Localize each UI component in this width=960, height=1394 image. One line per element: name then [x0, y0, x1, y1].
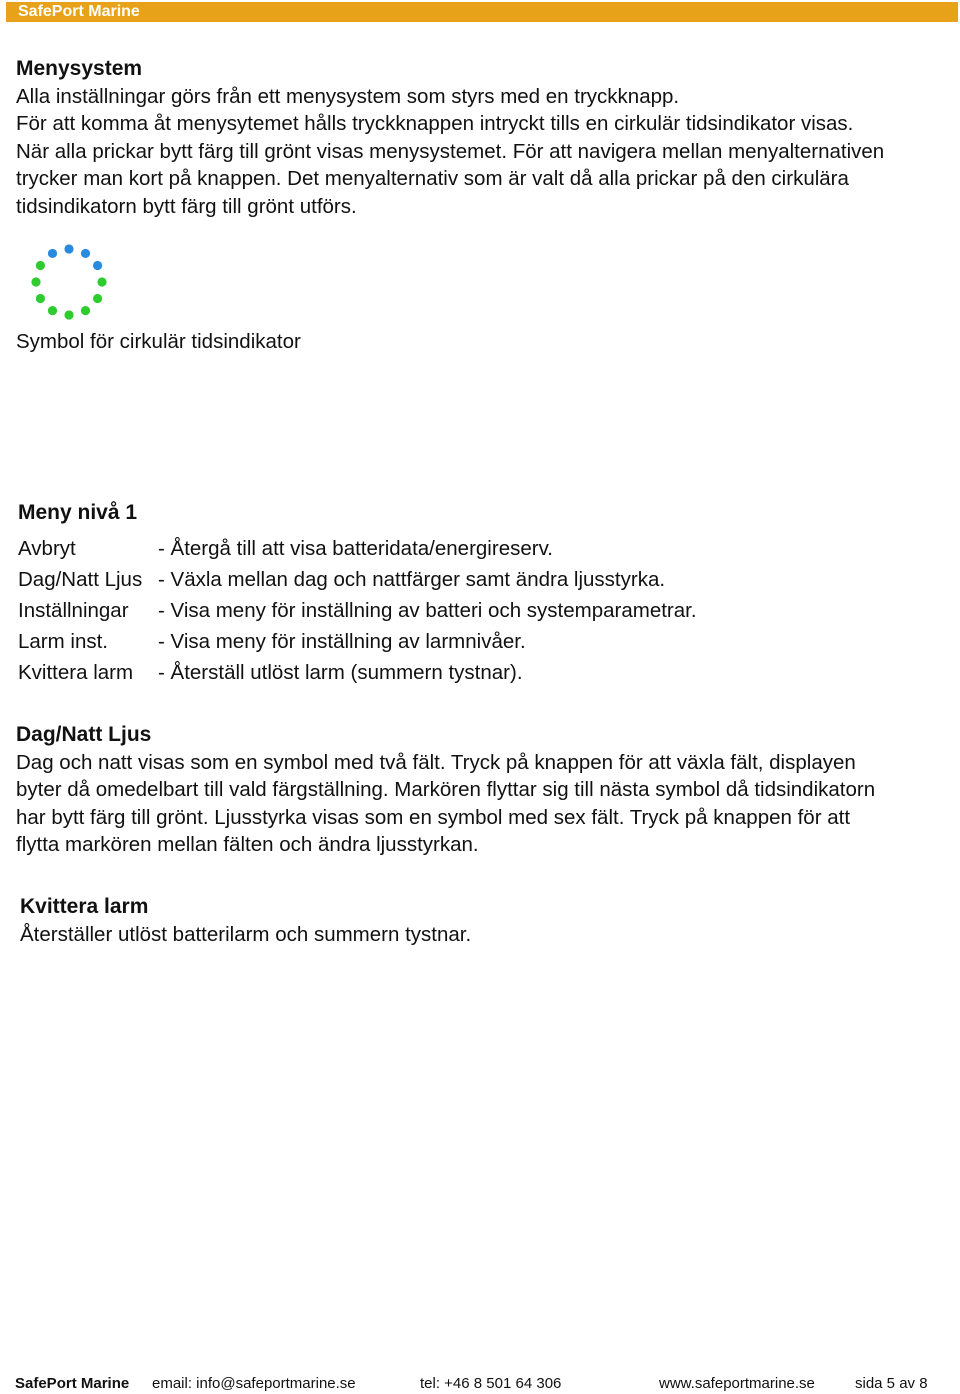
section-heading: Meny nivå 1 — [18, 501, 138, 524]
paragraph-line: För att komma åt menysytemet hålls tryckknappen intryckt tills en cirkulär tidsindikator visas. — [16, 112, 854, 136]
menu-item-row — [18, 626, 918, 657]
page-footer — [0, 1375, 960, 1393]
menu-item-name: Kvittera larm — [18, 660, 134, 684]
menu-item-row — [18, 595, 918, 626]
indicator-dot — [48, 249, 57, 258]
section-kvittera-larm — [20, 893, 940, 948]
footer-page-number: sida 5 av 8 — [855, 1375, 928, 1392]
paragraph-line: När alla prickar bytt färg till grönt visas menysystemet. För att navigera mellan menyalternativen — [16, 139, 885, 163]
indicator-dot — [31, 277, 40, 286]
section-menysystem — [16, 55, 936, 220]
footer-email: email: info@safeportmarine.se — [152, 1375, 356, 1392]
indicator-dot — [81, 306, 90, 315]
menu-item-description: - Återställ utlöst larm (summern tystnar). — [158, 660, 523, 684]
menu-item-description: - Visa meny för inställning av batteri och systemparametrar. — [158, 598, 697, 622]
menu-item-description: - Växla mellan dag och nattfärger samt ändra ljusstyrka. — [158, 567, 666, 591]
indicator-dot — [64, 310, 73, 319]
section-menu-level-1 — [18, 499, 918, 688]
menu-item-name: Inställningar — [18, 598, 129, 622]
indicator-caption: Symbol för cirkulär tidsindikator — [16, 330, 301, 353]
menu-item-row — [18, 657, 918, 688]
section-heading: Kvittera larm — [20, 895, 149, 918]
footer-phone: tel: +46 8 501 64 306 — [420, 1375, 562, 1392]
indicator-dot — [36, 261, 45, 270]
indicator-dot — [48, 306, 57, 315]
menu-item-row — [18, 533, 918, 564]
header-brand-title: SafePort Marine — [18, 3, 140, 20]
section-heading: Dag/Natt Ljus — [16, 723, 152, 746]
indicator-dot — [97, 277, 106, 286]
paragraph-line: har bytt färg till grönt. Ljusstyrka visas som en symbol med sex fält. Tryck på knappen för att — [16, 805, 851, 829]
paragraph-line: Alla inställningar görs från ett menysystem som styrs med en tryckknapp. — [16, 85, 680, 108]
footer-website: www.safeportmarine.se — [659, 1375, 815, 1392]
paragraph-line: trycker man kort på knappen. Det menyalternativ som är valt då alla prickar på den cirkulära — [16, 167, 849, 191]
menu-item-description: - Återgå till att visa batteridata/energireserv. — [158, 536, 553, 560]
indicator-dot — [93, 294, 102, 303]
paragraph-line: tidsindikatorn bytt färg till grönt utförs. — [16, 194, 357, 218]
indicator-dot — [64, 244, 73, 253]
menu-item-row — [18, 564, 918, 595]
section-heading: Menysystem — [16, 57, 143, 80]
header-bar — [6, 2, 958, 22]
footer-brand: SafePort Marine — [15, 1375, 130, 1392]
menu-item-description: - Visa meny för inställning av larmnivåer. — [158, 629, 526, 653]
menu-item-name: Dag/Natt Ljus — [18, 567, 143, 591]
circular-timer-indicator-icon — [28, 240, 110, 322]
menu-item-name: Avbryt — [18, 536, 76, 560]
paragraph-line: Dag och natt visas som en symbol med två fält. Tryck på knappen för att växla fält, displayen — [16, 751, 856, 774]
paragraph-line: byter då omedelbart till vald färgställning. Markören flyttar sig till nästa symbol då tidsindikatorn — [16, 778, 876, 802]
paragraph-line: flytta markören mellan fälten och ändra ljusstyrkan. — [16, 833, 479, 857]
indicator-dot — [81, 249, 90, 258]
menu-item-name: Larm inst. — [18, 629, 108, 653]
paragraph-line: Återställer utlöst batterilarm och summern tystnar. — [20, 923, 472, 946]
indicator-dot — [36, 294, 45, 303]
section-dag-natt — [16, 721, 936, 859]
indicator-dot — [93, 261, 102, 270]
